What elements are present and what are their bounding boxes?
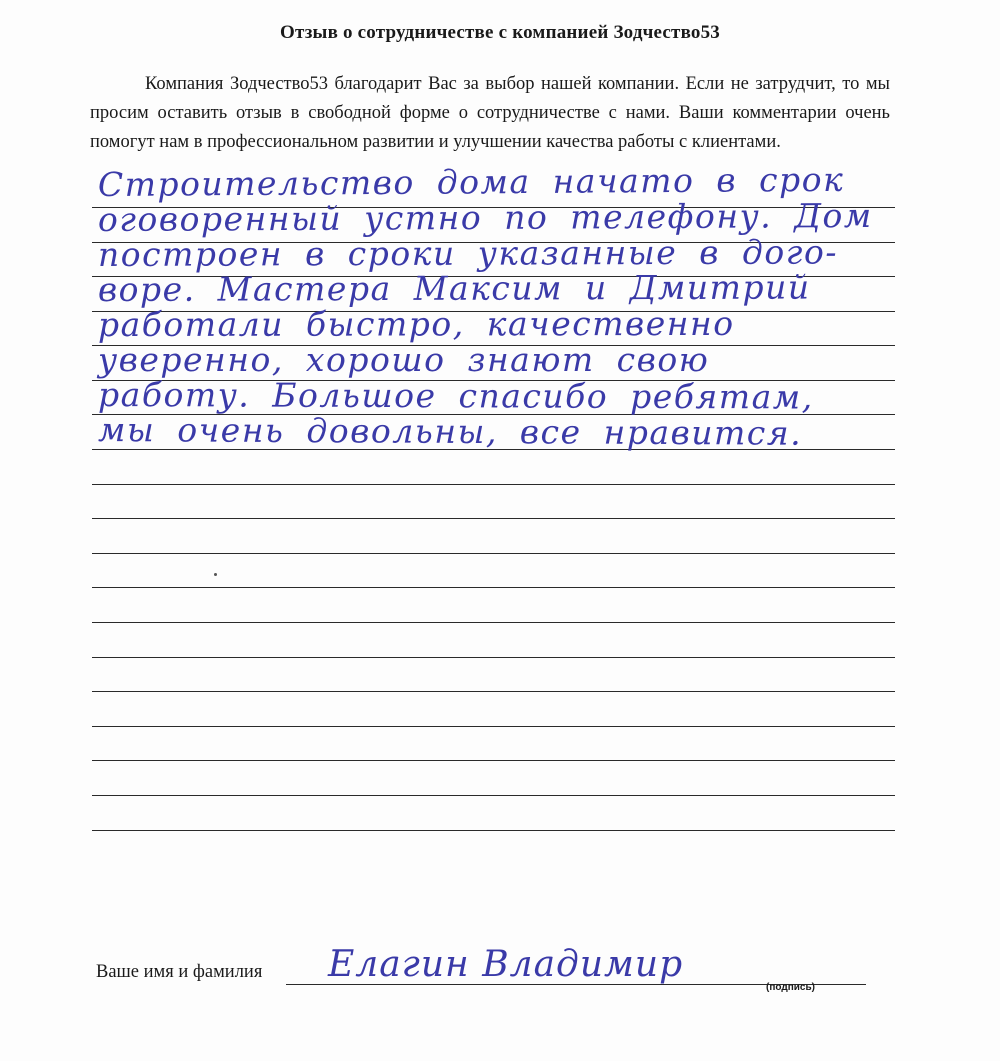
review-line-1: Строительство дома начато в срок: [97, 159, 845, 204]
signature-row: [96, 944, 896, 1010]
signature-name: Елагин Владимир: [328, 944, 684, 985]
signature-hint: (подпись): [766, 982, 815, 993]
form-title: Отзыв о сотрудничестве с компанией Зодчество53: [279, 22, 721, 43]
review-line-7: работу. Большое спасибо ребятам,: [98, 375, 814, 417]
signature-label: Ваше имя и фамилия: [96, 962, 263, 982]
form-intro-text: Компания Зодчество53 благодарит Вас за выбор нашей компании. Если не затрудчит, то мы просим оставить отзыв в свободной форме о сотрудничестве с нами. Ваши комментарии очень помогут нам в профессиональном развитии и улучшении качества работы с клиентами.: [90, 74, 890, 152]
review-line-8: мы очень довольны, все нравится.: [98, 410, 803, 453]
review-line-4: воре. Мастера Максим и Дмитрий: [97, 267, 811, 309]
review-line-5: работали быстро, качественно: [97, 303, 735, 344]
review-line-3: построен в сроки указанные в дого-: [97, 232, 839, 274]
review-line-6: уверенно, хорошо знают свою: [98, 340, 710, 379]
review-line-2: оговоренный устно по телефону. Дом: [97, 195, 873, 239]
